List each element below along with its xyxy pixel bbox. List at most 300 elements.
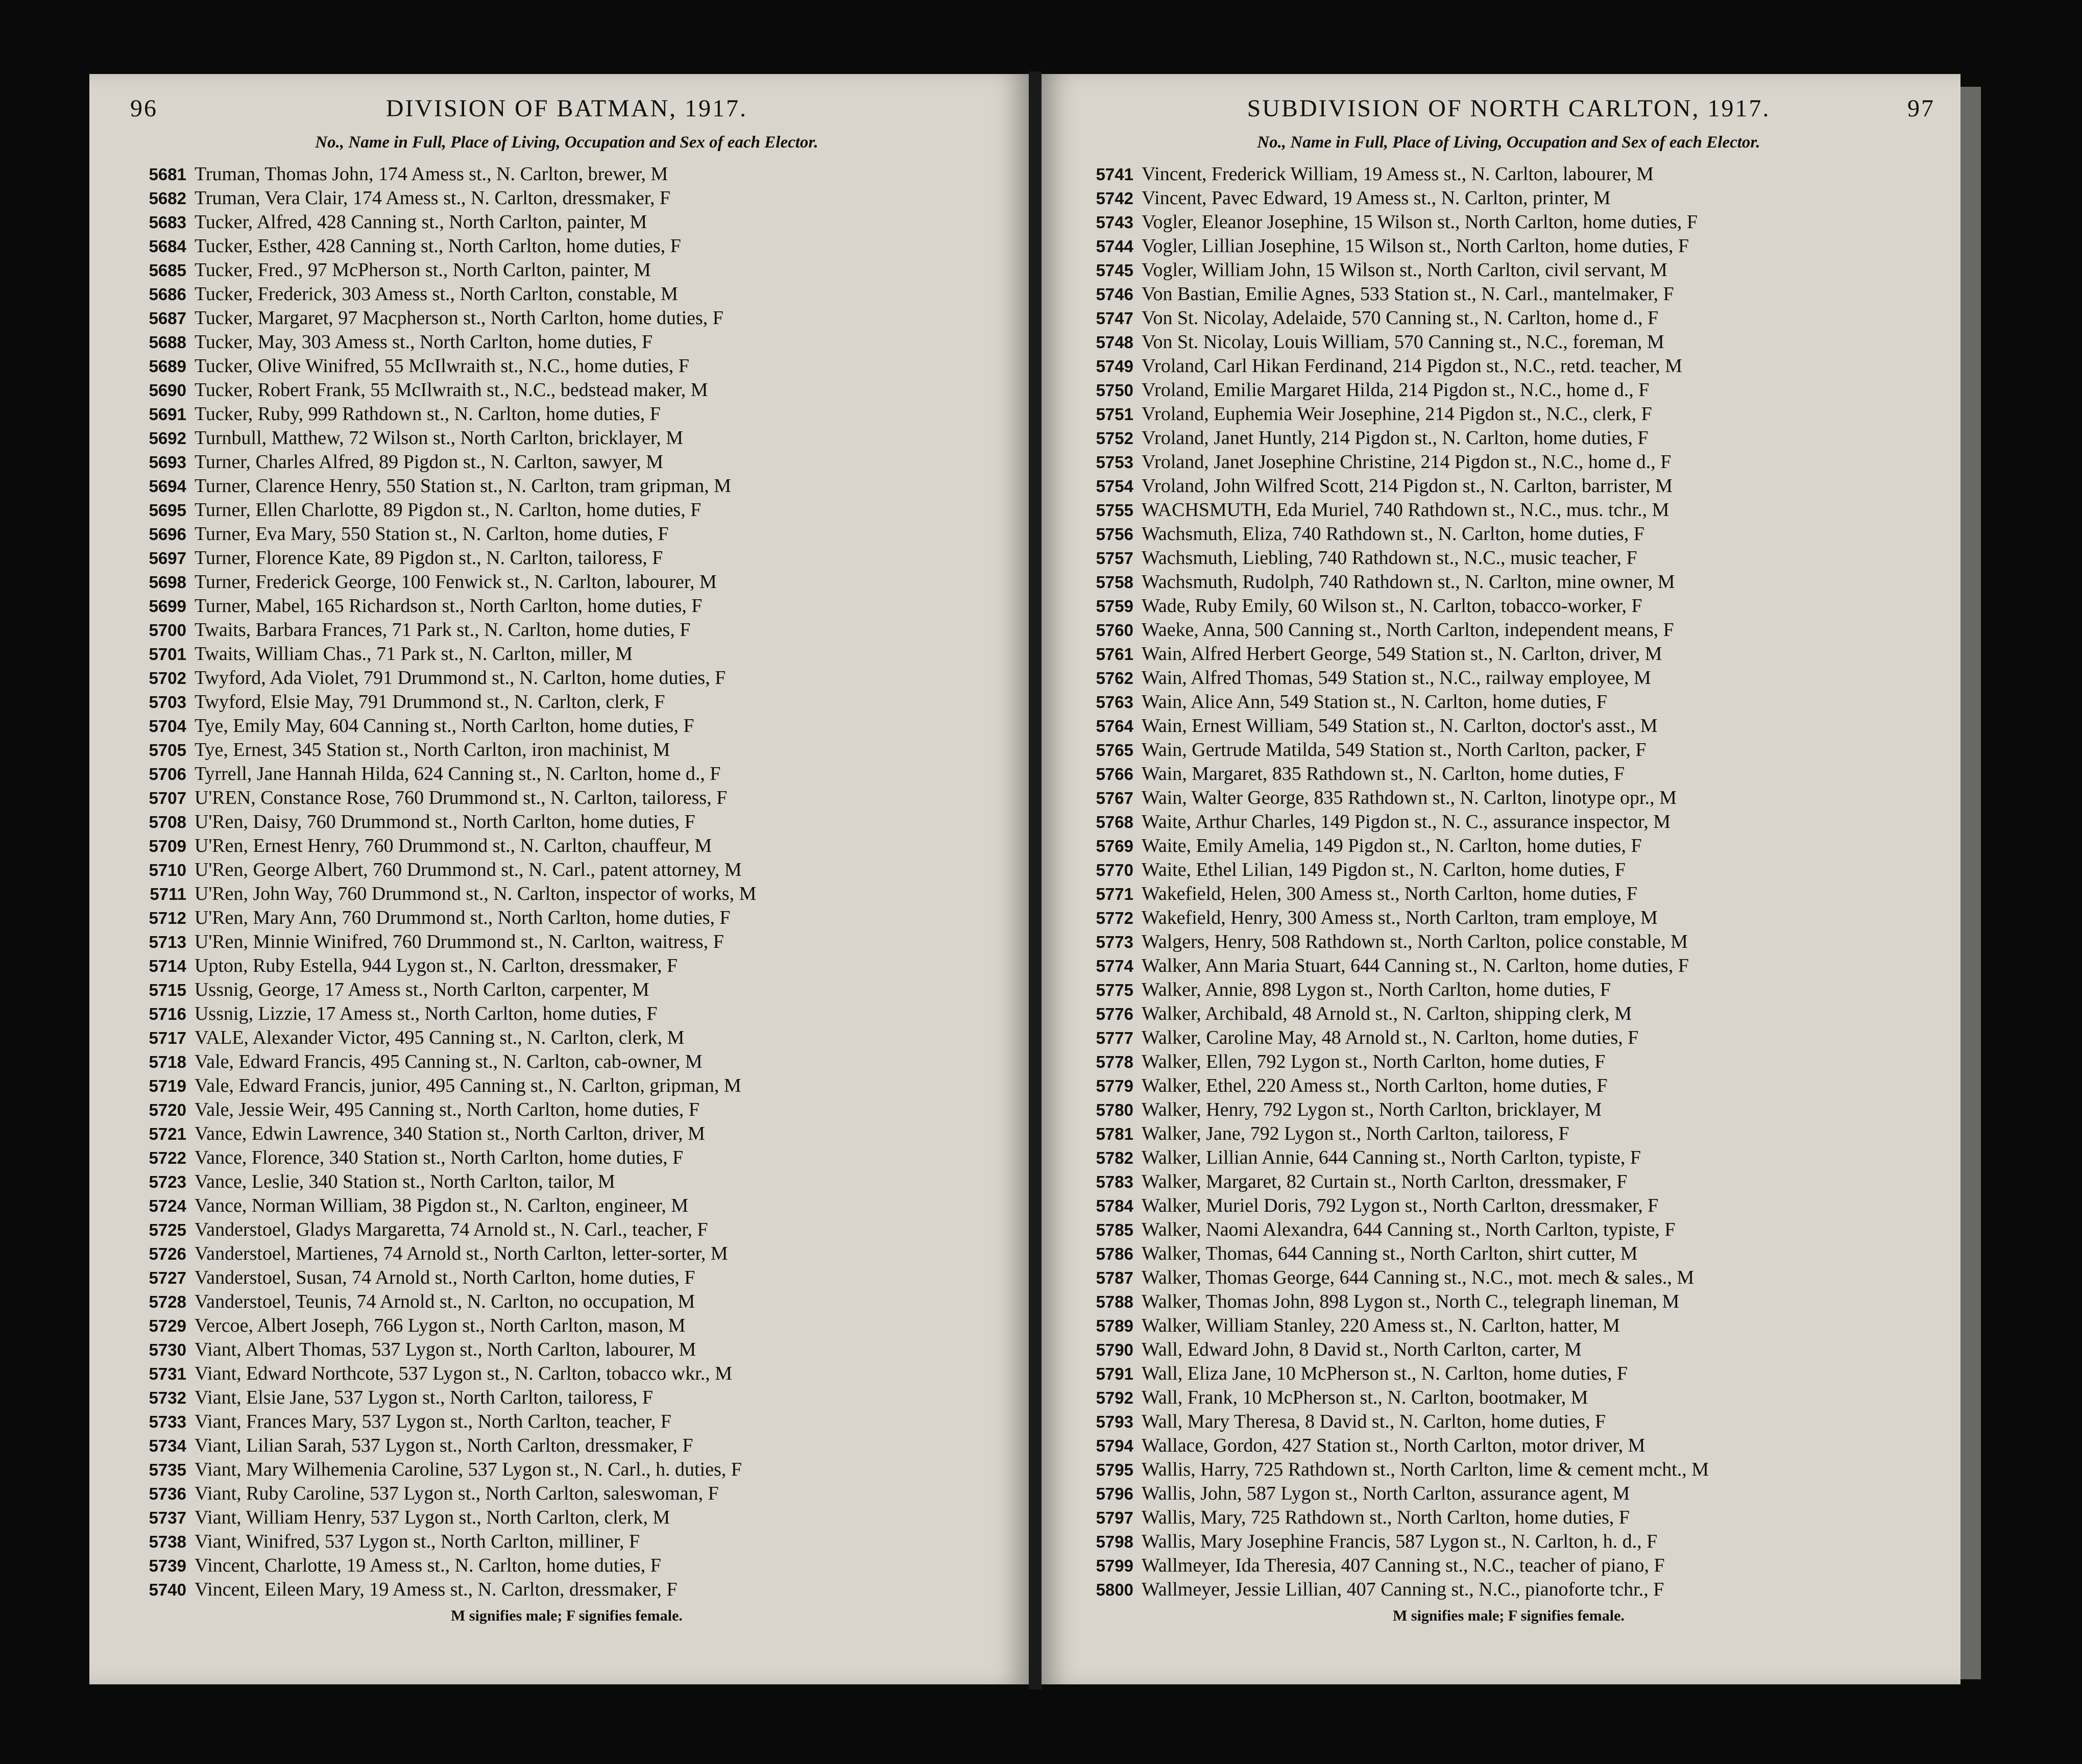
elector-entry <box>1077 211 1940 235</box>
elector-entry <box>130 787 1003 811</box>
elector-number: 5762 <box>1096 669 1133 688</box>
elector-entry <box>130 811 1003 835</box>
elector-details: Truman, Thomas John, 174 Amess st., N. Carlton, brewer, M <box>195 163 668 185</box>
elector-details: Vincent, Eileen Mary, 19 Amess st., N. Carlton, dressmaker, F <box>195 1579 677 1600</box>
elector-details: Von Bastian, Emilie Agnes, 533 Station st., N. Carl., mantelmaker, F <box>1142 283 1674 305</box>
elector-details: Wallis, John, 587 Lygon st., North Carlton, assurance agent, M <box>1142 1483 1630 1504</box>
elector-entry <box>1077 163 1940 187</box>
elector-details: Walker, Thomas John, 898 Lygon st., North C., telegraph lineman, M <box>1142 1291 1680 1312</box>
elector-entry <box>130 523 1003 547</box>
elector-details: Tucker, Frederick, 303 Amess st., North Carlton, constable, M <box>195 283 678 305</box>
elector-details: Vanderstoel, Teunis, 74 Arnold st., N. Carlton, no occupation, M <box>195 1291 695 1312</box>
elector-number: 5727 <box>149 1268 186 1287</box>
elector-details: Tucker, Alfred, 428 Canning st., North Carlton, painter, M <box>195 211 647 233</box>
elector-number: 5684 <box>149 237 186 256</box>
elector-details: Turner, Clarence Henry, 550 Station st., N. Carlton, tram gripman, M <box>195 475 732 497</box>
elector-details: U'Ren, George Albert, 760 Drummond st., N. Carl., patent attorney, M <box>195 859 742 880</box>
elector-number: 5735 <box>149 1460 186 1479</box>
elector-details: Waite, Emily Amelia, 149 Pigdon st., N. Carlton, home duties, F <box>1142 835 1642 856</box>
elector-details: Turner, Florence Kate, 89 Pigdon st., N. Carlton, tailoress, F <box>195 547 663 569</box>
elector-entry <box>1077 1554 1940 1578</box>
right-elector-list <box>1077 163 1940 1602</box>
elector-number: 5715 <box>149 981 186 999</box>
elector-number: 5731 <box>149 1364 186 1383</box>
right-page-header <box>1077 94 1940 127</box>
elector-entry <box>130 1482 1003 1506</box>
elector-number: 5732 <box>149 1388 186 1407</box>
elector-entry <box>1077 451 1940 475</box>
elector-entry <box>1077 739 1940 763</box>
elector-entry <box>1077 1530 1940 1554</box>
elector-number: 5712 <box>149 909 186 927</box>
elector-number: 5720 <box>149 1100 186 1119</box>
elector-entry <box>1077 763 1940 787</box>
elector-entry <box>1077 1386 1940 1410</box>
left-page-header <box>130 94 1003 127</box>
elector-details: Wall, Eliza Jane, 10 McPherson st., N. Carlton, home duties, F <box>1142 1363 1628 1384</box>
elector-number: 5742 <box>1096 189 1133 208</box>
elector-entry <box>1077 1122 1940 1146</box>
elector-details: Twaits, William Chas., 71 Park st., N. Carlton, miller, M <box>195 643 633 665</box>
elector-entry <box>130 1434 1003 1458</box>
elector-details: Viant, Ruby Caroline, 537 Lygon st., North Carlton, saleswoman, F <box>195 1483 719 1504</box>
elector-details: Wall, Edward John, 8 David st., North Carlton, carter, M <box>1142 1339 1582 1360</box>
elector-entry <box>1077 1458 1940 1482</box>
elector-number: 5706 <box>149 765 186 783</box>
elector-number: 5775 <box>1096 981 1133 999</box>
elector-entry <box>130 1506 1003 1530</box>
elector-details: Vanderstoel, Martienes, 74 Arnold st., North Carlton, letter-sorter, M <box>195 1243 728 1264</box>
elector-entry <box>130 1290 1003 1314</box>
elector-number: 5794 <box>1096 1436 1133 1455</box>
elector-details: Twyford, Elsie May, 791 Drummond st., N. Carlton, clerk, F <box>195 691 665 713</box>
elector-number: 5737 <box>149 1508 186 1527</box>
elector-details: Walker, Muriel Doris, 792 Lygon st., North Carlton, dressmaker, F <box>1142 1195 1659 1216</box>
book-spine <box>1029 71 1042 1689</box>
elector-details: Walker, Annie, 898 Lygon st., North Carlton, home duties, F <box>1142 979 1611 1000</box>
elector-number: 5783 <box>1096 1172 1133 1191</box>
elector-number: 5688 <box>149 333 186 352</box>
elector-number: 5695 <box>149 501 186 520</box>
elector-details: Walker, Ellen, 792 Lygon st., North Carlton, home duties, F <box>1142 1051 1606 1072</box>
elector-entry <box>1077 379 1940 403</box>
elector-number: 5710 <box>149 861 186 879</box>
elector-entry <box>1077 1218 1940 1242</box>
elector-entry <box>1077 259 1940 283</box>
elector-details: Wallis, Mary, 725 Rathdown st., North Carlton, home duties, F <box>1142 1507 1630 1528</box>
elector-details: Wain, Alice Ann, 549 Station st., N. Carlton, home duties, F <box>1142 691 1608 713</box>
elector-details: Wakefield, Helen, 300 Amess st., North Carlton, home duties, F <box>1142 883 1638 904</box>
elector-number: 5707 <box>149 789 186 807</box>
elector-entry <box>130 379 1003 403</box>
elector-details: Wallmeyer, Jessie Lillian, 407 Canning st., N.C., pianoforte tchr., F <box>1142 1579 1664 1600</box>
elector-details: Viant, Edward Northcote, 537 Lygon st., N. Carlton, tobacco wkr., M <box>195 1363 733 1384</box>
elector-number: 5724 <box>149 1196 186 1215</box>
elector-number: 5729 <box>149 1316 186 1335</box>
elector-details: Tucker, Robert Frank, 55 McIlwraith st., N.C., bedstead maker, M <box>195 379 708 401</box>
elector-details: Wain, Walter George, 835 Rathdown st., N. Carlton, linotype opr., M <box>1142 787 1677 808</box>
elector-entry <box>1077 811 1940 835</box>
elector-number: 5750 <box>1096 381 1133 400</box>
elector-details: Walker, Ann Maria Stuart, 644 Canning st., N. Carlton, home duties, F <box>1142 955 1689 976</box>
elector-entry <box>130 691 1003 715</box>
elector-details: Viant, Winifred, 537 Lygon st., North Carlton, milliner, F <box>195 1531 640 1552</box>
elector-entry <box>1077 235 1940 259</box>
elector-entry <box>130 1002 1003 1026</box>
elector-details: Waeke, Anna, 500 Canning st., North Carlton, independent means, F <box>1142 619 1674 641</box>
elector-number: 5745 <box>1096 261 1133 280</box>
elector-entry <box>1077 1194 1940 1218</box>
elector-entry <box>130 1122 1003 1146</box>
elector-entry <box>1077 1146 1940 1170</box>
elector-number: 5796 <box>1096 1484 1133 1503</box>
elector-number: 5774 <box>1096 957 1133 975</box>
elector-entry <box>130 643 1003 667</box>
elector-entry <box>130 835 1003 859</box>
elector-details: Vanderstoel, Susan, 74 Arnold st., North Carlton, home duties, F <box>195 1267 695 1288</box>
elector-number: 5725 <box>149 1220 186 1239</box>
elector-number: 5780 <box>1096 1100 1133 1119</box>
elector-details: Walker, Thomas George, 644 Canning st., N.C., mot. mech & sales., M <box>1142 1267 1694 1288</box>
elector-entry <box>130 1338 1003 1362</box>
elector-details: Walker, Caroline May, 48 Arnold st., N. Carlton, home duties, F <box>1142 1027 1639 1048</box>
elector-entry <box>1077 667 1940 691</box>
elector-details: Vale, Edward Francis, junior, 495 Canning st., N. Carlton, gripman, M <box>195 1075 741 1096</box>
elector-number: 5730 <box>149 1340 186 1359</box>
elector-details: Walgers, Henry, 508 Rathdown st., North Carlton, police constable, M <box>1142 931 1688 952</box>
elector-details: Walker, Ethel, 220 Amess st., North Carlton, home duties, F <box>1142 1075 1608 1096</box>
elector-entry <box>1077 787 1940 811</box>
elector-details: Walker, William Stanley, 220 Amess st., N. Carlton, hatter, M <box>1142 1315 1620 1336</box>
elector-details: Tucker, Fred., 97 McPherson st., North Carlton, painter, M <box>195 259 651 281</box>
elector-details: Waite, Ethel Lilian, 149 Pigdon st., N. Carlton, home duties, F <box>1142 859 1626 880</box>
elector-number: 5788 <box>1096 1292 1133 1311</box>
elector-details: Vroland, Janet Huntly, 214 Pigdon st., N. Carlton, home duties, F <box>1142 427 1649 449</box>
elector-number: 5734 <box>149 1436 186 1455</box>
elector-number: 5703 <box>149 693 186 712</box>
elector-number: 5786 <box>1096 1244 1133 1263</box>
elector-entry <box>130 1242 1003 1266</box>
elector-entry <box>1077 571 1940 595</box>
elector-details: Tucker, Esther, 428 Canning st., North Carlton, home duties, F <box>195 235 681 257</box>
elector-number: 5764 <box>1096 717 1133 736</box>
elector-number: 5694 <box>149 477 186 496</box>
elector-details: Von St. Nicolay, Louis William, 570 Canning st., N.C., foreman, M <box>1142 331 1664 353</box>
elector-number: 5749 <box>1096 357 1133 376</box>
elector-details: Wain, Ernest William, 549 Station st., N. Carlton, doctor's asst., M <box>1142 715 1658 737</box>
elector-number: 5799 <box>1096 1556 1133 1575</box>
elector-details: Viant, William Henry, 537 Lygon st., North Carlton, clerk, M <box>195 1507 670 1528</box>
elector-entry <box>130 475 1003 499</box>
elector-number: 5740 <box>149 1580 186 1599</box>
elector-details: Vale, Edward Francis, 495 Canning st., N. Carlton, cab-owner, M <box>195 1051 703 1072</box>
elector-details: Walker, Henry, 792 Lygon st., North Carlton, bricklayer, M <box>1142 1099 1602 1120</box>
elector-number: 5687 <box>149 309 186 328</box>
elector-number: 5776 <box>1096 1004 1133 1023</box>
elector-entry <box>130 883 1003 906</box>
elector-details: Viant, Mary Wilhemenia Caroline, 537 Lygon st., N. Carl., h. duties, F <box>195 1459 742 1480</box>
elector-details: Wall, Mary Theresa, 8 David st., N. Carlton, home duties, F <box>1142 1411 1606 1432</box>
elector-number: 5766 <box>1096 765 1133 783</box>
page-edge <box>1960 87 1981 1679</box>
elector-entry <box>130 1578 1003 1602</box>
elector-details: Vroland, Carl Hikan Ferdinand, 214 Pigdon st., N.C., retd. teacher, M <box>1142 355 1682 377</box>
elector-details: U'Ren, Ernest Henry, 760 Drummond st., N. Carlton, chauffeur, M <box>195 835 712 856</box>
elector-entry <box>130 283 1003 307</box>
elector-number: 5767 <box>1096 789 1133 807</box>
elector-entry <box>130 1530 1003 1554</box>
elector-number: 5682 <box>149 189 186 208</box>
elector-details: Wallmeyer, Ida Theresia, 407 Canning st., N.C., teacher of piano, F <box>1142 1555 1665 1576</box>
elector-entry <box>1077 619 1940 643</box>
elector-details: U'Ren, Daisy, 760 Drummond st., North Carlton, home duties, F <box>195 811 695 832</box>
elector-number: 5696 <box>149 525 186 544</box>
elector-number: 5708 <box>149 813 186 831</box>
elector-details: Upton, Ruby Estella, 944 Lygon st., N. Carlton, dressmaker, F <box>195 955 678 976</box>
elector-details: Vincent, Charlotte, 19 Amess st., N. Carlton, home duties, F <box>195 1555 661 1576</box>
elector-number: 5689 <box>149 357 186 376</box>
elector-number: 5790 <box>1096 1340 1133 1359</box>
elector-details: Tucker, Margaret, 97 Macpherson st., North Carlton, home duties, F <box>195 307 723 329</box>
elector-number: 5693 <box>149 453 186 472</box>
elector-number: 5779 <box>1096 1076 1133 1095</box>
elector-details: Vincent, Frederick William, 19 Amess st., N. Carlton, labourer, M <box>1142 163 1654 185</box>
elector-entry <box>130 978 1003 1002</box>
elector-entry <box>130 571 1003 595</box>
elector-details: Ussnig, Lizzie, 17 Amess st., North Carlton, home duties, F <box>195 1003 658 1024</box>
elector-details: Vance, Florence, 340 Station st., North Carlton, home duties, F <box>195 1147 684 1168</box>
elector-entry <box>1077 883 1940 906</box>
elector-number: 5697 <box>149 549 186 568</box>
right-page-column-heading: No., Name in Full, Place of Living, Occupation and Sex of each Elector. <box>1257 133 1760 152</box>
elector-number: 5701 <box>149 645 186 664</box>
elector-number: 5785 <box>1096 1220 1133 1239</box>
elector-entry <box>130 1554 1003 1578</box>
elector-entry <box>130 307 1003 331</box>
elector-details: Viant, Elsie Jane, 537 Lygon st., North Carlton, tailoress, F <box>195 1387 653 1408</box>
elector-details: U'Ren, Mary Ann, 760 Drummond st., North Carlton, home duties, F <box>195 907 731 928</box>
elector-details: Twaits, Barbara Frances, 71 Park st., N. Carlton, home duties, F <box>195 619 691 641</box>
elector-number: 5792 <box>1096 1388 1133 1407</box>
elector-details: Tucker, Olive Winifred, 55 McIlwraith st., N.C., home duties, F <box>195 355 690 377</box>
elector-entry <box>1077 355 1940 379</box>
elector-number: 5722 <box>149 1148 186 1167</box>
elector-number: 5728 <box>149 1292 186 1311</box>
elector-number: 5761 <box>1096 645 1133 664</box>
elector-number: 5781 <box>1096 1124 1133 1143</box>
elector-entry <box>130 451 1003 475</box>
elector-details: Wain, Margaret, 835 Rathdown st., N. Carlton, home duties, F <box>1142 763 1625 785</box>
right-page-title: SUBDIVISION OF NORTH CARLTON, 1917. <box>1247 95 1771 122</box>
elector-details: Turner, Frederick George, 100 Fenwick st., N. Carlton, labourer, M <box>195 571 717 593</box>
elector-entry <box>1077 187 1940 211</box>
elector-number: 5686 <box>149 285 186 304</box>
elector-number: 5733 <box>149 1412 186 1431</box>
elector-number: 5718 <box>149 1052 186 1071</box>
elector-entry <box>130 235 1003 259</box>
elector-details: Vroland, Euphemia Weir Josephine, 214 Pigdon st., N.C., clerk, F <box>1142 403 1652 425</box>
elector-entry <box>1077 1050 1940 1074</box>
right-page-number: 97 <box>1907 95 1935 122</box>
elector-entry <box>130 547 1003 571</box>
elector-details: Viant, Albert Thomas, 537 Lygon st., North Carlton, labourer, M <box>195 1339 696 1360</box>
elector-entry <box>1077 1026 1940 1050</box>
elector-details: Tucker, May, 303 Amess st., North Carlton, home duties, F <box>195 331 653 353</box>
elector-details: Von St. Nicolay, Adelaide, 570 Canning st., N. Carlton, home d., F <box>1142 307 1659 329</box>
elector-details: Vance, Edwin Lawrence, 340 Station st., North Carlton, driver, M <box>195 1123 705 1144</box>
elector-details: Wain, Alfred Herbert George, 549 Station st., N. Carlton, driver, M <box>1142 643 1662 665</box>
elector-entry <box>1077 475 1940 499</box>
elector-entry <box>1077 643 1940 667</box>
left-page-number: 96 <box>130 95 158 122</box>
elector-entry <box>130 763 1003 787</box>
elector-details: Walker, Thomas, 644 Canning st., North Carlton, shirt cutter, M <box>1142 1243 1638 1264</box>
elector-entry <box>1077 1362 1940 1386</box>
elector-details: U'Ren, John Way, 760 Drummond st., N. Carlton, inspector of works, M <box>195 883 757 904</box>
elector-entry <box>1077 283 1940 307</box>
left-page-footer: M signifies male; F signifies female. <box>451 1607 683 1624</box>
elector-details: Wallis, Mary Josephine Francis, 587 Lygon st., N. Carlton, h. d., F <box>1142 1531 1658 1552</box>
elector-entry <box>1077 1002 1940 1026</box>
elector-entry <box>130 715 1003 739</box>
elector-number: 5770 <box>1096 861 1133 879</box>
elector-number: 5704 <box>149 717 186 736</box>
elector-details: Walker, Margaret, 82 Curtain st., North Carlton, dressmaker, F <box>1142 1171 1628 1192</box>
elector-number: 5756 <box>1096 525 1133 544</box>
elector-details: Wallis, Harry, 725 Rathdown st., North Carlton, lime & cement mcht., M <box>1142 1459 1709 1480</box>
elector-number: 5719 <box>149 1076 186 1095</box>
elector-number: 5743 <box>1096 213 1133 232</box>
elector-number: 5782 <box>1096 1148 1133 1167</box>
elector-number: 5716 <box>149 1004 186 1023</box>
elector-number: 5760 <box>1096 621 1133 640</box>
elector-entry <box>1077 715 1940 739</box>
left-page-column-heading: No., Name in Full, Place of Living, Occupation and Sex of each Elector. <box>315 133 818 152</box>
elector-number: 5700 <box>149 621 186 640</box>
elector-entry <box>130 619 1003 643</box>
elector-details: VALE, Alexander Victor, 495 Canning st., N. Carlton, clerk, M <box>195 1027 685 1048</box>
elector-entry <box>130 595 1003 619</box>
elector-details: U'Ren, Minnie Winifred, 760 Drummond st., N. Carlton, waitress, F <box>195 931 724 952</box>
elector-details: Vogler, Eleanor Josephine, 15 Wilson st., North Carlton, home duties, F <box>1142 211 1698 233</box>
elector-number: 5690 <box>149 381 186 400</box>
elector-number: 5765 <box>1096 741 1133 760</box>
elector-entry <box>130 499 1003 523</box>
elector-number: 5773 <box>1096 933 1133 951</box>
elector-details: WACHSMUTH, Eda Muriel, 740 Rathdown st., N.C., mus. tchr., M <box>1142 499 1669 521</box>
elector-entry <box>130 1218 1003 1242</box>
elector-details: Vincent, Pavec Edward, 19 Amess st., N. Carlton, printer, M <box>1142 187 1611 209</box>
elector-entry <box>1077 1290 1940 1314</box>
elector-details: Wachsmuth, Eliza, 740 Rathdown st., N. Carlton, home duties, F <box>1142 523 1644 545</box>
elector-entry <box>130 1194 1003 1218</box>
elector-entry <box>130 163 1003 187</box>
elector-details: Vanderstoel, Gladys Margaretta, 74 Arnold st., N. Carl., teacher, F <box>195 1219 708 1240</box>
elector-entry <box>1077 1314 1940 1338</box>
elector-number: 5777 <box>1096 1028 1133 1047</box>
elector-details: Wachsmuth, Liebling, 740 Rathdown st., N.C., music teacher, F <box>1142 547 1637 569</box>
elector-details: Ussnig, George, 17 Amess st., North Carlton, carpenter, M <box>195 979 649 1000</box>
elector-details: Viant, Frances Mary, 537 Lygon st., North Carlton, teacher, F <box>195 1411 672 1432</box>
elector-number: 5752 <box>1096 429 1133 448</box>
elector-details: Vance, Leslie, 340 Station st., North Carlton, tailor, M <box>195 1171 615 1192</box>
elector-number: 5702 <box>149 669 186 688</box>
elector-entry <box>1077 691 1940 715</box>
elector-entry <box>130 1074 1003 1098</box>
elector-number: 5787 <box>1096 1268 1133 1287</box>
elector-entry <box>1077 859 1940 883</box>
elector-entry <box>130 1314 1003 1338</box>
elector-number: 5691 <box>149 405 186 424</box>
elector-details: Vale, Jessie Weir, 495 Canning st., North Carlton, home duties, F <box>195 1099 699 1120</box>
elector-number: 5746 <box>1096 285 1133 304</box>
elector-details: Tye, Ernest, 345 Station st., North Carlton, iron machinist, M <box>195 739 670 761</box>
elector-number: 5726 <box>149 1244 186 1263</box>
elector-number: 5793 <box>1096 1412 1133 1431</box>
elector-details: Wall, Frank, 10 McPherson st., N. Carlton, bootmaker, M <box>1142 1387 1588 1408</box>
elector-number: 5683 <box>149 213 186 232</box>
elector-entry <box>1077 331 1940 355</box>
elector-entry <box>1077 1482 1940 1506</box>
elector-details: Wain, Gertrude Matilda, 549 Station st., North Carlton, packer, F <box>1142 739 1647 761</box>
elector-entry <box>130 259 1003 283</box>
elector-number: 5705 <box>149 741 186 760</box>
elector-entry <box>130 1386 1003 1410</box>
elector-details: Wallace, Gordon, 427 Station st., North Carlton, motor driver, M <box>1142 1435 1645 1456</box>
elector-entry <box>1077 427 1940 451</box>
elector-entry <box>1077 1170 1940 1194</box>
elector-entry <box>130 1026 1003 1050</box>
elector-entry <box>1077 499 1940 523</box>
elector-number: 5772 <box>1096 909 1133 927</box>
elector-number: 5747 <box>1096 309 1133 328</box>
elector-number: 5755 <box>1096 501 1133 520</box>
elector-number: 5757 <box>1096 549 1133 568</box>
elector-details: Waite, Arthur Charles, 149 Pigdon st., N. C., assurance inspector, M <box>1142 811 1671 832</box>
right-page <box>1042 74 1960 1684</box>
elector-details: Vogler, Lillian Josephine, 15 Wilson st., North Carlton, home duties, F <box>1142 235 1689 257</box>
elector-number: 5748 <box>1096 333 1133 352</box>
elector-entry <box>1077 403 1940 427</box>
elector-entry <box>130 427 1003 451</box>
elector-entry <box>1077 1266 1940 1290</box>
elector-number: 5751 <box>1096 405 1133 424</box>
elector-entry <box>130 1362 1003 1386</box>
elector-details: Vroland, John Wilfred Scott, 214 Pigdon st., N. Carlton, barrister, M <box>1142 475 1673 497</box>
elector-number: 5717 <box>149 1028 186 1047</box>
elector-entry <box>130 331 1003 355</box>
elector-details: Wachsmuth, Rudolph, 740 Rathdown st., N. Carlton, mine owner, M <box>1142 571 1675 593</box>
elector-number: 5744 <box>1096 237 1133 256</box>
elector-details: Vercoe, Albert Joseph, 766 Lygon st., North Carlton, mason, M <box>195 1315 686 1336</box>
elector-details: Twyford, Ada Violet, 791 Drummond st., N. Carlton, home duties, F <box>195 667 726 689</box>
elector-entry <box>130 211 1003 235</box>
elector-number: 5789 <box>1096 1316 1133 1335</box>
elector-number: 5798 <box>1096 1532 1133 1551</box>
elector-details: Vance, Norman William, 38 Pigdon st., N. Carlton, engineer, M <box>195 1195 689 1216</box>
elector-entry <box>130 1266 1003 1290</box>
elector-details: Walker, Archibald, 48 Arnold st., N. Carlton, shipping clerk, M <box>1142 1003 1632 1024</box>
elector-entry <box>130 1458 1003 1482</box>
elector-number: 5800 <box>1096 1580 1133 1599</box>
elector-entry <box>130 667 1003 691</box>
elector-entry <box>1077 906 1940 930</box>
elector-details: Truman, Vera Clair, 174 Amess st., N. Carlton, dressmaker, F <box>195 187 671 209</box>
elector-number: 5791 <box>1096 1364 1133 1383</box>
elector-details: Walker, Naomi Alexandra, 644 Canning st., North Carlton, typiste, F <box>1142 1219 1676 1240</box>
elector-details: Turner, Eva Mary, 550 Station st., N. Carlton, home duties, F <box>195 523 669 545</box>
elector-entry <box>130 930 1003 954</box>
